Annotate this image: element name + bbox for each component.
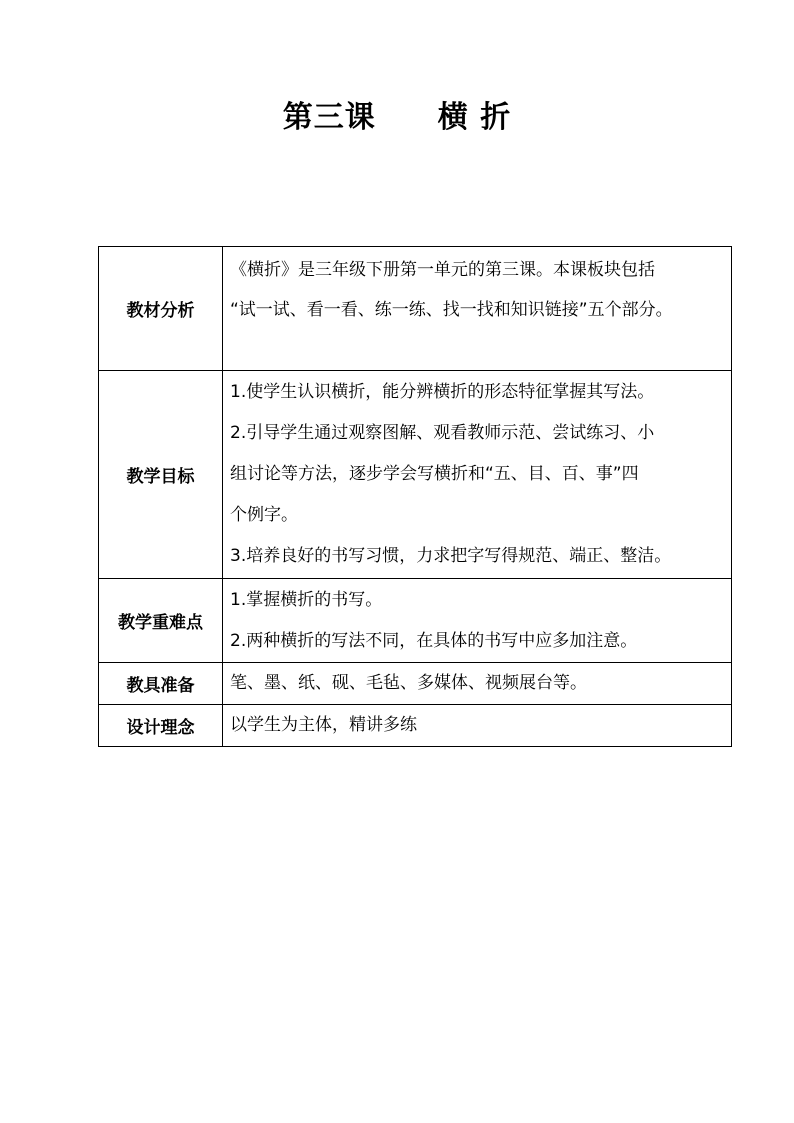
- goals-line: 1.使学生认识横折，能分辨横折的形态特征掌握其写法。: [230, 382, 655, 402]
- row-label-analysis: 教材分析: [99, 247, 223, 371]
- table-row-analysis: [99, 247, 732, 371]
- row-label-tools: 教具准备: [99, 663, 223, 705]
- row-content-concept: 以学生为主体，精讲多练: [223, 705, 732, 747]
- page-title: 第三课 横 折: [282, 100, 512, 135]
- table-row-keypoints: [99, 579, 732, 663]
- row-label-concept: 设计理念: [99, 705, 223, 747]
- keypoints-line: 2.两种横折的写法不同，在具体的书写中应多加注意。: [230, 630, 638, 651]
- table-row-concept: [99, 705, 732, 747]
- row-content-goals: [223, 371, 732, 579]
- table-row-tools: [99, 663, 732, 705]
- goals-line: 组讨论等方法，逐步学会写横折和“五、目、百、事”四: [230, 464, 639, 484]
- keypoints-line: 1.掌握横折的书写。: [230, 589, 383, 610]
- analysis-line: “试一试、看一看、练一练、找一找和知识链接”五个部分。: [230, 300, 673, 320]
- goals-line: 个例字。: [230, 505, 298, 525]
- lesson-plan-table: [98, 246, 732, 747]
- goals-line: 3.培养良好的书写习惯，力求把字写得规范、端正、整洁。: [230, 546, 672, 566]
- row-content-analysis: [223, 247, 732, 371]
- table-row-goals: [99, 371, 732, 579]
- analysis-line: 《横折》是三年级下册第一单元的第三课。本课板块包括: [230, 260, 655, 280]
- row-label-goals: 教学目标: [99, 371, 223, 579]
- goals-line: 2.引导学生通过观察图解、观看教师示范、尝试练习、小: [230, 423, 655, 443]
- row-content-tools: 笔、墨、纸、砚、毛毡、多媒体、视频展台等。: [223, 663, 732, 705]
- row-content-keypoints: [223, 579, 732, 663]
- row-label-keypoints: 教学重难点: [99, 579, 223, 663]
